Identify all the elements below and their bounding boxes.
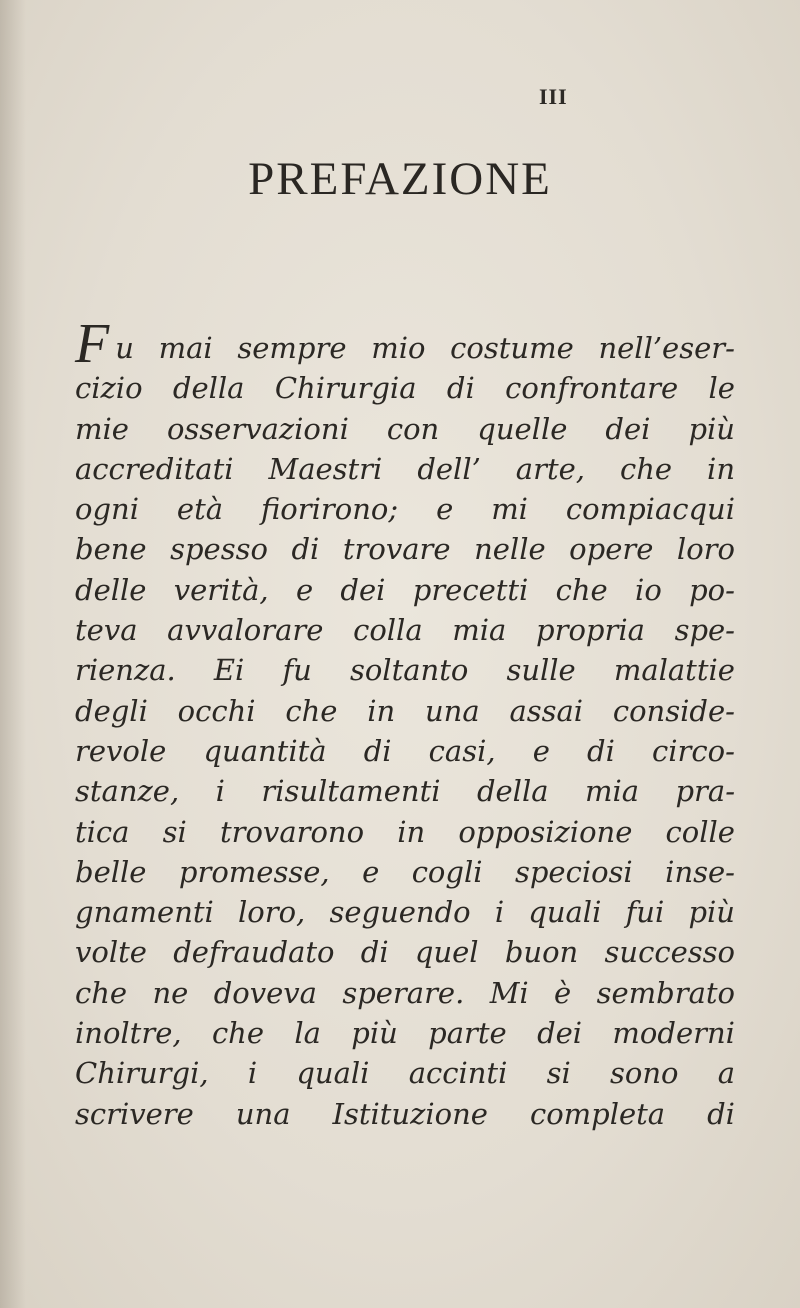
text-line: belle promesse, e cogli speciosi inse- [75, 854, 735, 889]
text-line: degli occhi che in una assai conside- [75, 693, 735, 728]
text-line: rienza. Ei fu soltanto sulle malattie [75, 653, 735, 688]
text-line: teva avvalorare colla mia propria spe- [75, 613, 735, 648]
text-line: bene spesso di trovare nelle opere loro [75, 532, 735, 567]
text-line: revole quantità di casi, e di circo- [75, 733, 735, 768]
text-line: che ne doveva sperare. Mi è sembrato [75, 975, 735, 1010]
drop-cap: F [75, 313, 110, 375]
text-line: scrivere una Istituzione completa di [75, 1096, 735, 1131]
page-number: III [539, 84, 568, 109]
text-line: inoltre, che la più parte dei moderni [75, 1016, 735, 1051]
text-line: u mai sempre mio costume nell’eser- [115, 331, 735, 365]
page-title: PREFAZIONE [248, 153, 552, 205]
text-line: cizio della Chirurgia di confrontare le [75, 371, 735, 406]
text-line: delle verità, e dei precetti che io po- [75, 572, 735, 607]
text-line: gnamenti loro, seguendo i quali fui più [75, 895, 735, 930]
text-lines [75, 368, 735, 1134]
text-line: volte defraudato di quel buon successo [75, 935, 735, 970]
text-line: accreditati Maestri dell’ arte, che in [75, 451, 735, 486]
text-line: stanze, i risultamenti della mia pra- [75, 774, 735, 809]
text-line: tica si trovarono in opposizione colle [75, 814, 735, 849]
text-line-first [75, 313, 735, 375]
text-line: Chirurgi, i quali accinti si sono a [75, 1056, 735, 1091]
text-line: mie osservazioni con quelle dei più [75, 411, 735, 446]
body-paragraph [75, 313, 735, 1134]
text-line: ogni età fiorirono; e mi compiacqui [75, 492, 735, 527]
